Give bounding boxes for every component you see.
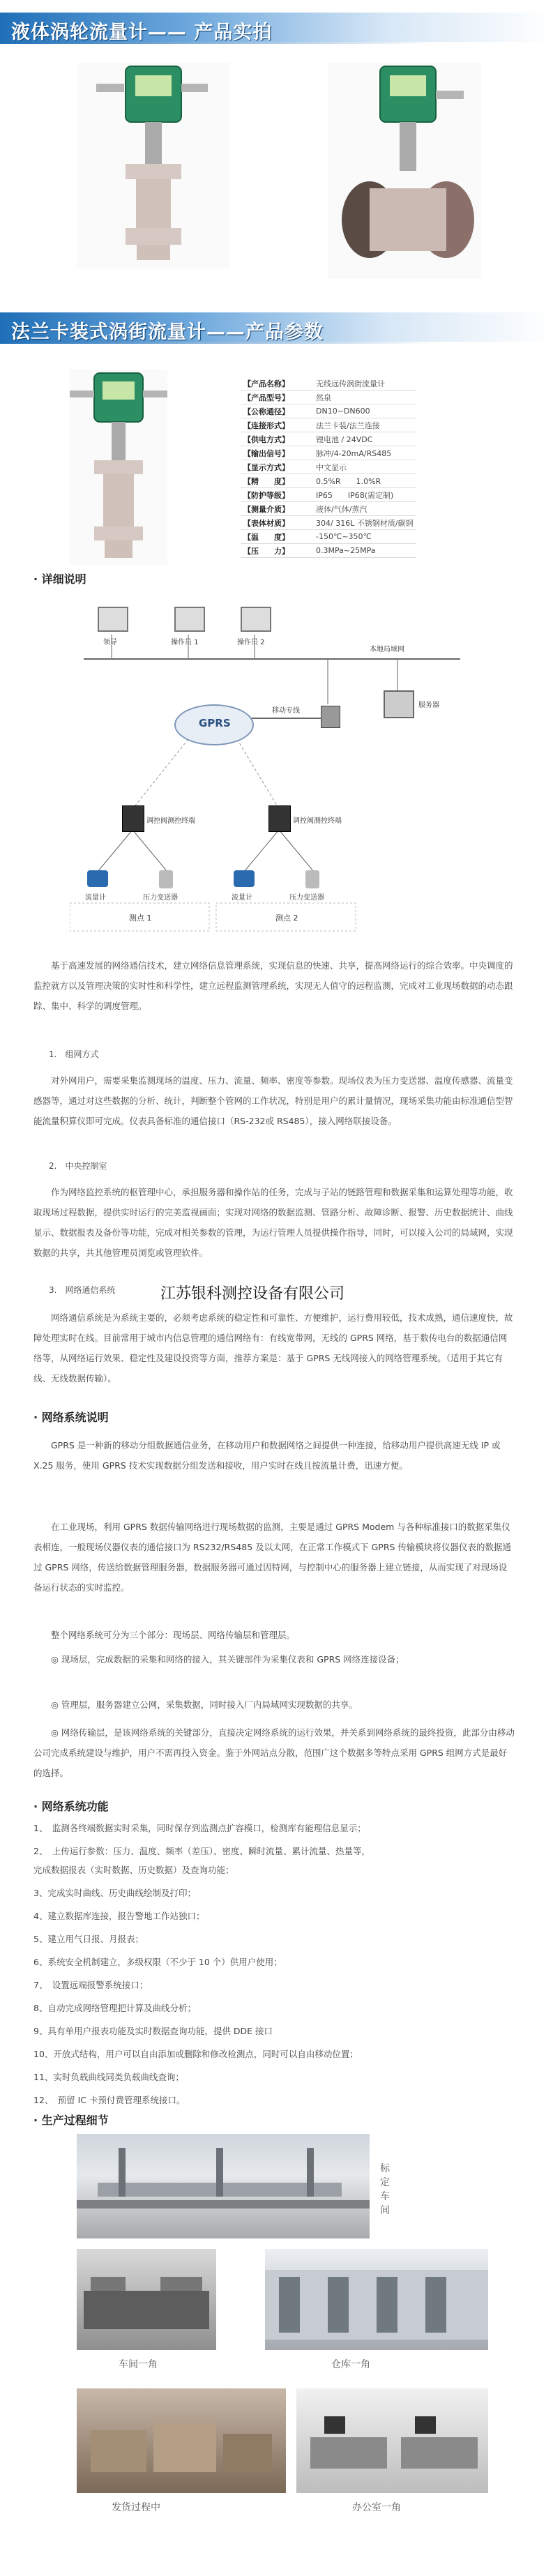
section-3-title: 3. 网络通信系统: [49, 1285, 116, 1295]
caption-office: 办公室一角: [352, 2502, 401, 2513]
spec-key: 【显示方式】: [241, 460, 313, 474]
spec-value: 0.3MPa~25MPa: [313, 544, 416, 558]
shipping-photo: [77, 2388, 286, 2493]
banner-title: 液体涡轮流量计—— 产品实拍: [11, 22, 273, 43]
computer-icon: [174, 607, 205, 632]
flowmeter-icon: [234, 870, 255, 887]
banner-product-params: [0, 307, 553, 346]
prod-heading: · 生产过程细节: [33, 2114, 109, 2127]
func-item: 9、具有单用户报表功能及实时数据查询功能，提供 DDE 接口: [33, 2026, 273, 2036]
caption-calibration: 标 定 车 间: [380, 2163, 390, 2216]
spec-row: [241, 432, 416, 446]
spec-key: 【供电方式】: [241, 432, 313, 446]
spec-row: [241, 377, 416, 391]
mobile-line-label: 移动专线: [272, 707, 300, 715]
banner-title: 法兰卡装式涡街流量计——产品参数: [11, 321, 324, 343]
spec-value: 无线远传涡街流量计: [313, 377, 416, 391]
spec-value: 中文显示: [313, 460, 416, 474]
product-photo-1: [77, 63, 230, 268]
spec-key: 【产品型号】: [241, 391, 313, 404]
spec-key: 【测量介质】: [241, 502, 313, 516]
spec-value: 脉冲/4-20mA/RS485: [313, 446, 416, 460]
company-name: 江苏银科测控设备有限公司: [160, 1285, 345, 1303]
spec-key: 【压 力】: [241, 544, 313, 558]
spec-row: [241, 391, 416, 404]
func-item: 2、 上传运行参数：压力、温度、频率（差压）、密度、瞬时流量、累计流量、热量等，: [33, 1846, 370, 1856]
product-photo-2: [328, 63, 481, 279]
workshop-photo: [77, 2249, 216, 2350]
func-item: 7、 设置远端报警系统接口；: [33, 1980, 149, 1990]
net-para-2: 在工业现场，利用 GPRS 数据传输网络进行现场数据的监测，主要是通过 GPRS Modem 与各种标准接口的数据采集仪表相连，一般现场仪器仪表的通信接口为 RS232/RS485 及以太网，在正常工作模式下 GPRS 传输模块将仪器仪表的数据通过 GPRS 网络，传送给数据管理服务器，数据服务器可通过因特网，与控制中心的服务器上建立链接，从而实现了对现场设备运行状态的实时监控。: [33, 1522, 511, 1593]
spec-key: 【防护等级】: [241, 488, 313, 502]
pc3-label: 操作员 2: [237, 639, 265, 646]
spec-row: [241, 516, 416, 530]
func-heading: · 网络系统功能: [33, 1800, 109, 1813]
section-3-text: 网络通信系统是为系统主要的，必须考虑系统的稳定性和可靠性、方便维护，运行费用较低，技术成熟，通信速度快，故障处理实时在线。目前常用于城市内信息管理的通信网络有：有线宽带网，无线的 GPRS 网络，基于数传电台的数据通信网络等，从网络运行效果、稳定性及建设投资等方面，推荐方案是：基于 GPRS 无线网接入的网络管理系统。（适用于其它有线、无线数据传输）。: [33, 1312, 513, 1384]
spec-row: [241, 418, 416, 432]
flowmeter-icon: [87, 870, 108, 887]
computer-icon: [98, 607, 128, 632]
func-item: 11、实时负载曲线同类负载曲线查询；: [33, 2072, 184, 2082]
gprs-label: GPRS: [199, 717, 231, 729]
spec-value: 0.5%R 1.0%R: [313, 474, 416, 488]
spec-key: 【产品名称】: [241, 377, 313, 391]
net-para-3: 整个网络系统可分为三个部分：现场层、网络传输层和管理层。: [51, 1630, 296, 1640]
press2-label: 压力变送器: [289, 894, 324, 902]
func-item: 1、 监测各终端数据实时采集，同时保存到监测点扩容模口，检测库有能理信息显示；: [33, 1823, 366, 1833]
spec-row: [241, 460, 416, 474]
spec-row: [241, 488, 416, 502]
spec-value: IP65 IP68(需定制): [313, 488, 416, 502]
warehouse-photo: [265, 2249, 488, 2350]
terminal-icon: [122, 805, 144, 832]
spec-key: 【输出信号】: [241, 446, 313, 460]
func-item: 3、完成实时曲线、历史曲线绘制及打印；: [33, 1888, 196, 1898]
spec-row: [241, 404, 416, 418]
func-item: 8、自动完成网络管理把计算及曲线分析；: [33, 2003, 196, 2013]
func-item: 6、系统安全机制建立，多级权限（不少于 10 个）供用户使用；: [33, 1957, 282, 1967]
server-label: 服务器: [418, 702, 439, 709]
func-item: 10、开放式结构，用户可以自由添加或删除和修改检测点，同时可以自由移动位置；: [33, 2049, 358, 2059]
spec-value: 然泉: [313, 391, 416, 404]
pressure-sensor-icon: [159, 870, 173, 888]
flow1-label: 流量计: [85, 894, 106, 902]
net-para-5: ◎ 管理层，服务器建立公网，采集数据，同时接入厂内局域网实现数据的共享。: [51, 1699, 358, 1710]
office-photo: [296, 2388, 488, 2493]
terminal-icon: [268, 805, 291, 832]
section-1-title: 1. 组网方式: [49, 1050, 99, 1059]
press1-label: 压力变送器: [143, 894, 178, 902]
spec-key: 【表体材质】: [241, 516, 313, 530]
computer-icon: [241, 607, 271, 632]
lan-label: 本地局域网: [370, 646, 404, 653]
caption-warehouse: 仓库一角: [331, 2359, 370, 2370]
server-icon: [384, 690, 414, 718]
spec-key: 【温 度】: [241, 530, 313, 544]
spec-value: -150℃~350℃: [313, 530, 416, 544]
spec-value: 锂电池 / 24VDC: [313, 432, 416, 446]
rtu1-label: 调控阀测控终端: [146, 817, 195, 825]
intro-paragraph: 基于高速发展的网络通信技术，建立网络信息管理系统，实现信息的快速、共享，提高网络运行的综合效率。中央调度的监控就方以及管理决策的实时性和科学性，建立远程监测管理系统，实现无人值守的远程监测，完成对工业现场数据的动态跟踪、集中、科学的调度管理。: [33, 960, 513, 1011]
spec-row: [241, 474, 416, 488]
site2-label: 测点 2: [275, 914, 298, 923]
flow2-label: 流量计: [232, 894, 252, 902]
network-diagram: [70, 593, 488, 941]
rtu2-label: 调控阀测控终端: [293, 817, 342, 825]
spec-value: DN10~DN600: [313, 404, 416, 418]
banner-product-photos: [0, 7, 553, 46]
spec-key: 【公称通径】: [241, 404, 313, 418]
calibration-workshop-photo: [77, 2134, 370, 2238]
net-heading: · 网络系统说明: [33, 1411, 109, 1424]
caption-shipping: 发货过程中: [112, 2502, 160, 2513]
spec-value: 法兰卡装/法兰连接: [313, 418, 416, 432]
spec-table-container: [241, 377, 492, 558]
section-2-text: 作为网络监控系统的枢管理中心，承担服务器和操作站的任务，完成与子站的链路管理和数据采集和运算处理等功能，收取现场过程数据，提供实时运行的完美监视画面；实现对网络的数据监测、管路分析、故障诊断、报警、历史数据统计、曲线显示、数据报表及备份等功能，完成对相关参数的管理，为运行管理人员提供操作指导，同时，可以接入公司的局域网，实现数据的共享，共其他管理员浏览或管理软件。: [33, 1187, 513, 1258]
spec-table: [241, 377, 416, 558]
site1-label: 测点 1: [129, 914, 152, 923]
net-para-1: GPRS 是一种新的移动分组数据通信业务，在移动用户和数据网络之间提供一种连接，给移动用户提供高速无线 IP 或 X.25 服务，使用 GPRS 技术实现数据分组发送和接收，用户实时在线且按流量计费，迅速方便。: [33, 1440, 501, 1471]
section-1-text: 对外网用户，需要采集监测现场的温度、压力、流量、频率、密度等参数。现场仪表为压力变送器、温度传感器、流量变感器等，通过对这些数据的分析、统计，判断整个管网的工作状况，特别是用户的累计量情况，现场采集功能由标准通信型智能流量积算仪即可完成。仪表具备标准的通信接口（RS-232或 RS485），接入网络联接设备。: [33, 1075, 513, 1126]
spec-row: [241, 544, 416, 558]
net-para-6: ◎ 网络传输层，是该网络系统的关键部分，直接决定网络系统的运行效果，并关系到网络系统的最终投资，此部分由移动公司完成系统建设与维护，用户不需再投入资金。鉴于外网站点分散，范围广这个数据多等特点采用 GPRS 组网方式是最好的选择。: [33, 1727, 515, 1778]
detail-heading: · 详细说明: [33, 573, 86, 586]
net-para-4: ◎ 现场层，完成数据的采集和网络的接入，其关键部件为采集仪表和 GPRS 网络连接设备；: [51, 1654, 404, 1665]
spec-row: [241, 502, 416, 516]
func-item: 5、建立用气日报、月报表；: [33, 1934, 144, 1944]
spec-value: 304/ 316L 不锈钢材质/碳钢: [313, 516, 416, 530]
spec-row: [241, 530, 416, 544]
spec-row: [241, 446, 416, 460]
pc2-label: 操作员 1: [171, 639, 199, 646]
spec-key: 【连接形式】: [241, 418, 313, 432]
func-item: 4、建立数据库连接，报告警地工作站独口；: [33, 1911, 205, 1921]
section-2-title: 2. 中央控制室: [49, 1161, 107, 1171]
pressure-sensor-icon: [305, 870, 319, 888]
func-item: 12、 预留 IC 卡预付费管理系统接口。: [33, 2095, 185, 2105]
spec-key: 【精 度】: [241, 474, 313, 488]
spec-value: 液体/气体/蒸汽: [313, 502, 416, 516]
func-item: 完成数据报表（实时数据、历史数据）及查询功能；: [33, 1865, 234, 1875]
pc1-label: 领导: [103, 639, 117, 646]
caption-workshop: 车间一角: [119, 2359, 158, 2370]
spec-product-photo: [70, 370, 167, 565]
router-icon: [321, 706, 340, 728]
